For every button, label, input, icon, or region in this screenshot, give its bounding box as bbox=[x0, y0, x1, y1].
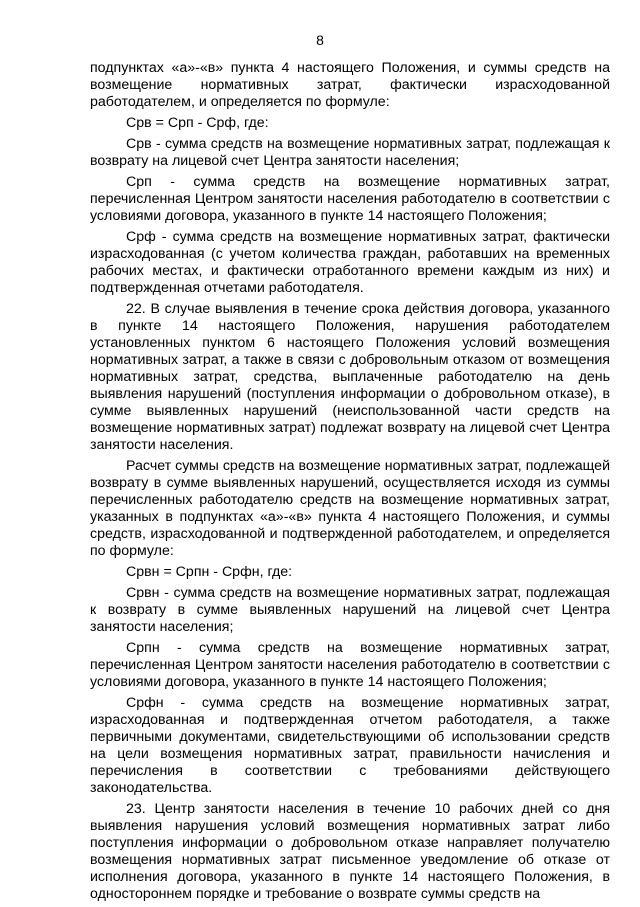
clause-23: 23. Центр занятости населения в течение 10 рабочих дней со дня выявления нарушения условий возмещения нормативных затрат либо поступления информации о добровольном отказе направляет получателю возмещения нормативных затрат письменное уведомление об отказе от исполнения договора, указанного в пункте 14 настоящего Положения, в одностороннем порядке и требование о возврате суммы средств на bbox=[90, 801, 610, 902]
clause-22: 22. В случае выявления в течение срока действия договора, указанного в пункте 14 настоящего Положения, нарушения работодателем установленных пунктом 6 настоящего Положения условий возмещения нормативных затрат, а также в связи с добровольным отказом от возмещения нормативных затрат, средства, выплаченные работодателю на день выявления нарушений (поступления информации о добровольном отказе), в сумме выявленных нарушений (неиспользованной части средств на возмещение нормативных затрат) подлежат возврату на лицевой счет Центра занятости населения. bbox=[90, 301, 610, 453]
definition-srf: Срф - сумма средств на возмещение нормативных затрат, фактически израсходованная (с учетом количества граждан, работавших на временных рабочих местах, и фактически отработанного времени каждым из них) и подтвержденная отчетами работодателя. bbox=[90, 229, 610, 296]
definition-srp: Срп - сумма средств на возмещение нормативных затрат, перечисленная Центром занятости населения работодателю в соответствии с условиями договора, указанного в пункте 14 настоящего Положения; bbox=[90, 174, 610, 224]
definition-srvn: Срвн - сумма средств на возмещение нормативных затрат, подлежащая к возврату в сумме выявленных нарушений на лицевой счет Центра занятости населения; bbox=[90, 585, 610, 635]
definition-srfn: Срфн - сумма средств на возмещение нормативных затрат, израсходованная и подтвержденная отчетом работодателя, а также первичными документами, свидетельствующими об использовании средств на цели возмещения нормативных затрат, правильности начисления и перечисления в соответствии с требованиями действующего законодательства. bbox=[90, 695, 610, 796]
document-body bbox=[90, 60, 610, 907]
calculation-paragraph: Расчет суммы средств на возмещение нормативных затрат, подлежащей возврату в сумме выявленных нарушений, осуществляется исходя из суммы перечисленных работодателю средств на возмещение нормативных затрат, указанных в подпунктах «а»-«в» пункта 4 настоящего Положения, и суммы средств, израсходованной и подтвержденной работодателем, и определяется по формуле: bbox=[90, 458, 610, 559]
paragraph-continuation: подпунктах «а»-«в» пункта 4 настоящего Положения, и суммы средств на возмещение нормативных затрат, фактически израсходованной работодателем, и определяется по формуле: bbox=[90, 60, 610, 110]
formula-srv: Срв = Срп - Срф, где: bbox=[126, 115, 269, 131]
formula-srvn: Срвн = Српн - Срфн, где: bbox=[126, 564, 293, 580]
definition-srv: Срв - сумма средств на возмещение нормативных затрат, подлежащая к возврату на лицевой счет Центра занятости населения; bbox=[90, 136, 610, 169]
definition-srpn: Српн - сумма средств на возмещение нормативных затрат, перечисленная Центром занятости населения работодателю в соответствии с условиями договора, указанного в пункте 14 настоящего Положения; bbox=[90, 640, 610, 690]
page-number: 8 bbox=[316, 32, 324, 48]
